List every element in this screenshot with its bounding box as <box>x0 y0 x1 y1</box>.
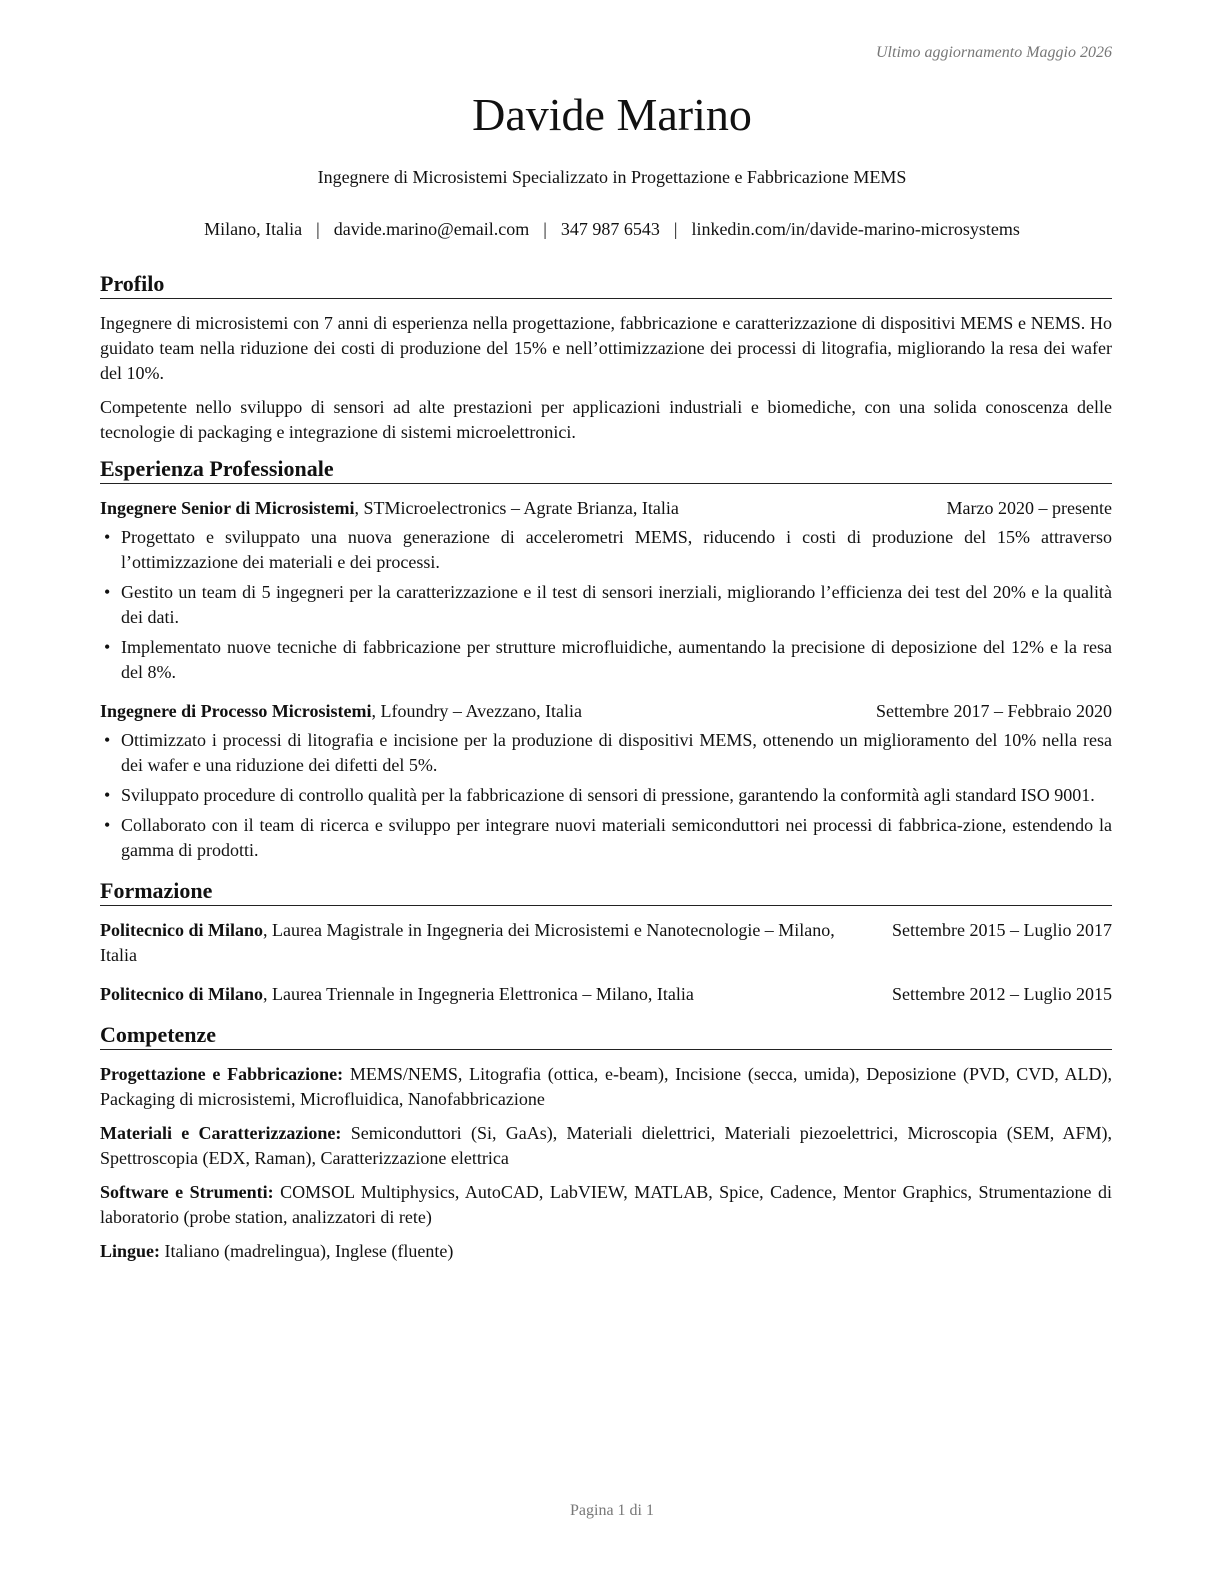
education-dates: Settembre 2012 – Luglio 2015 <box>892 984 1112 1004</box>
list-item: • Collaborato con il team di ricerca e sviluppo per integrare nuovi materiali semiconduttori nei processi di fabbrica-zione, estendendo la gamma di prodotti. <box>104 815 1112 860</box>
job-entry <box>100 699 1112 863</box>
job-role: Ingegnere di Processo Microsistemi <box>100 701 372 721</box>
profile-paragraph: Competente nello sviluppo di sensori ad alte prestazioni per applicazioni industriali e biomediche, con una solida conoscenza delle tecnologie di packaging e integrazione di sistemi microelettronici. <box>100 397 1112 442</box>
last-updated: Ultimo aggiornamento Maggio 2026 <box>876 44 1112 61</box>
skill-text: Semiconduttori (Si, GaAs), Materiali dielettrici, Materiali piezoelettrici, Microscopia (SEM, AFM), Spettroscopia (EDX, Raman), Caratterizzazione elettrica <box>100 1123 1112 1168</box>
contact-separator: | <box>316 219 320 239</box>
skill-row <box>100 1239 1112 1264</box>
job-bullets <box>100 525 1112 685</box>
education-school: Politecnico di Milano <box>100 984 263 1004</box>
profile-paragraph: Ingegnere di microsistemi con 7 anni di esperienza nella progettazione, fabbricazione e caratterizzazione di dispositivi MEMS e NEMS. Ho guidato team nella riduzione dei costi di produzione del 15% e nell’ottimizzazione dei processi di litografia, migliorando la resa dei wafer del 10%. <box>100 313 1112 383</box>
skill-label: Software e Strumenti: <box>100 1182 274 1202</box>
list-item: • Gestito un team di 5 ingegneri per la caratterizzazione e il test di sensori inerziali, migliorando l’efficienza dei test del 20% e la qualità dei dati. <box>104 582 1112 627</box>
job-dates: Marzo 2020 – presente <box>946 498 1112 518</box>
bullet-icon: • <box>104 785 111 805</box>
job-dates: Settembre 2017 – Febbraio 2020 <box>876 701 1112 721</box>
skill-label: Lingue: <box>100 1241 161 1261</box>
education-entry <box>100 982 1112 1007</box>
contact-separator: | <box>673 219 678 239</box>
skills-heading: Competenze <box>100 1021 1112 1050</box>
skill-label: Materiali e Caratterizzazione: <box>100 1123 342 1143</box>
skills-section <box>100 1021 1112 1264</box>
skill-text: COMSOL Multiphysics, AutoCAD, LabVIEW, MATLAB, Spice, Cadence, Mentor Graphics, Strumentazione di laboratorio (probe station, analizzatori di rete) <box>100 1182 1112 1227</box>
job-entry <box>100 496 1112 685</box>
experience-section <box>100 455 1112 863</box>
list-item: • Progettato e sviluppato una nuova generazione di accelerometri MEMS, riducendo i costi di produzione del 15% attraverso l’ottimizzazione dei materiali e dei processi. <box>104 527 1112 572</box>
education-degree: , Laurea Triennale in Ingegneria Elettronica – Milano, Italia <box>262 984 694 1004</box>
candidate-name: Davide Marino <box>472 89 752 140</box>
job-role: Ingegnere Senior di Microsistemi <box>100 498 355 518</box>
list-item: • Implementato nuove tecniche di fabbricazione per strutture microfluidiche, aumentando la precisione di deposizione del 12% e la resa del 8%. <box>104 637 1112 682</box>
contact-line <box>0 219 1224 240</box>
skill-row <box>100 1062 1112 1112</box>
page-number: Pagina 1 di 1 <box>570 1502 654 1519</box>
profile-heading: Profilo <box>100 270 1112 299</box>
contact-separator: | <box>543 219 547 239</box>
education-entry <box>100 918 1112 968</box>
bullet-icon: • <box>104 637 111 657</box>
list-item: • Sviluppato procedure di controllo qualità per la fabbricazione di sensori di pressione, garantendo la conformità agli standard ISO 9001. <box>100 783 1112 808</box>
bullet-icon: • <box>104 527 111 547</box>
job-company: , Lfoundry – Avezzano, Italia <box>371 701 583 721</box>
candidate-subtitle: Ingegnere di Microsistemi Specializzato in Progettazione e Fabbricazione MEMS <box>317 167 907 187</box>
education-heading: Formazione <box>100 877 1112 906</box>
education-school: Politecnico di Milano <box>100 920 263 940</box>
job-header <box>100 699 1112 724</box>
education-section <box>100 877 1112 1007</box>
education-dates: Settembre 2015 – Luglio 2017 <box>892 920 1112 940</box>
experience-heading: Esperienza Professionale <box>100 455 1112 484</box>
job-company: , STMicroelectronics – Agrate Brianza, Italia <box>354 498 679 518</box>
skill-row <box>100 1180 1112 1230</box>
list-item: • Ottimizzato i processi di litografia e incisione per la produzione di dispositivi MEMS, ottenendo un miglioramento del 10% nella resa dei wafer e una riduzione dei difetti del 5%. <box>104 730 1112 775</box>
skill-label: Progettazione e Fabbricazione: <box>100 1064 344 1084</box>
job-bullets <box>100 728 1112 863</box>
contact-phone: 347 987 6543 <box>560 219 660 239</box>
resume-body <box>100 270 1112 1274</box>
bullet-icon: • <box>104 582 111 602</box>
contact-location: Milano, Italia <box>204 219 303 239</box>
job-header <box>100 496 1112 521</box>
bullet-icon: • <box>104 730 111 750</box>
skill-text: MEMS/NEMS, Litografia (ottica, e-beam), Incisione (secca, umida), Deposizione (PVD, CVD, ALD), Packaging di microsistemi, Microfluidica, Nanofabbricazione <box>100 1064 1112 1109</box>
education-degree: , Laurea Magistrale in Ingegneria dei Microsistemi e Nanotecnologie – Milano, Italia <box>100 920 835 965</box>
skill-row <box>100 1121 1112 1171</box>
contact-email[interactable]: davide.marino@email.com <box>333 219 530 239</box>
contact-linkedin[interactable]: linkedin.com/in/davide-marino-microsystems <box>691 219 1020 239</box>
skill-text: Italiano (madrelingua), Inglese (fluente) <box>160 1241 454 1261</box>
bullet-icon: • <box>104 815 111 835</box>
profile-section <box>100 270 1112 445</box>
